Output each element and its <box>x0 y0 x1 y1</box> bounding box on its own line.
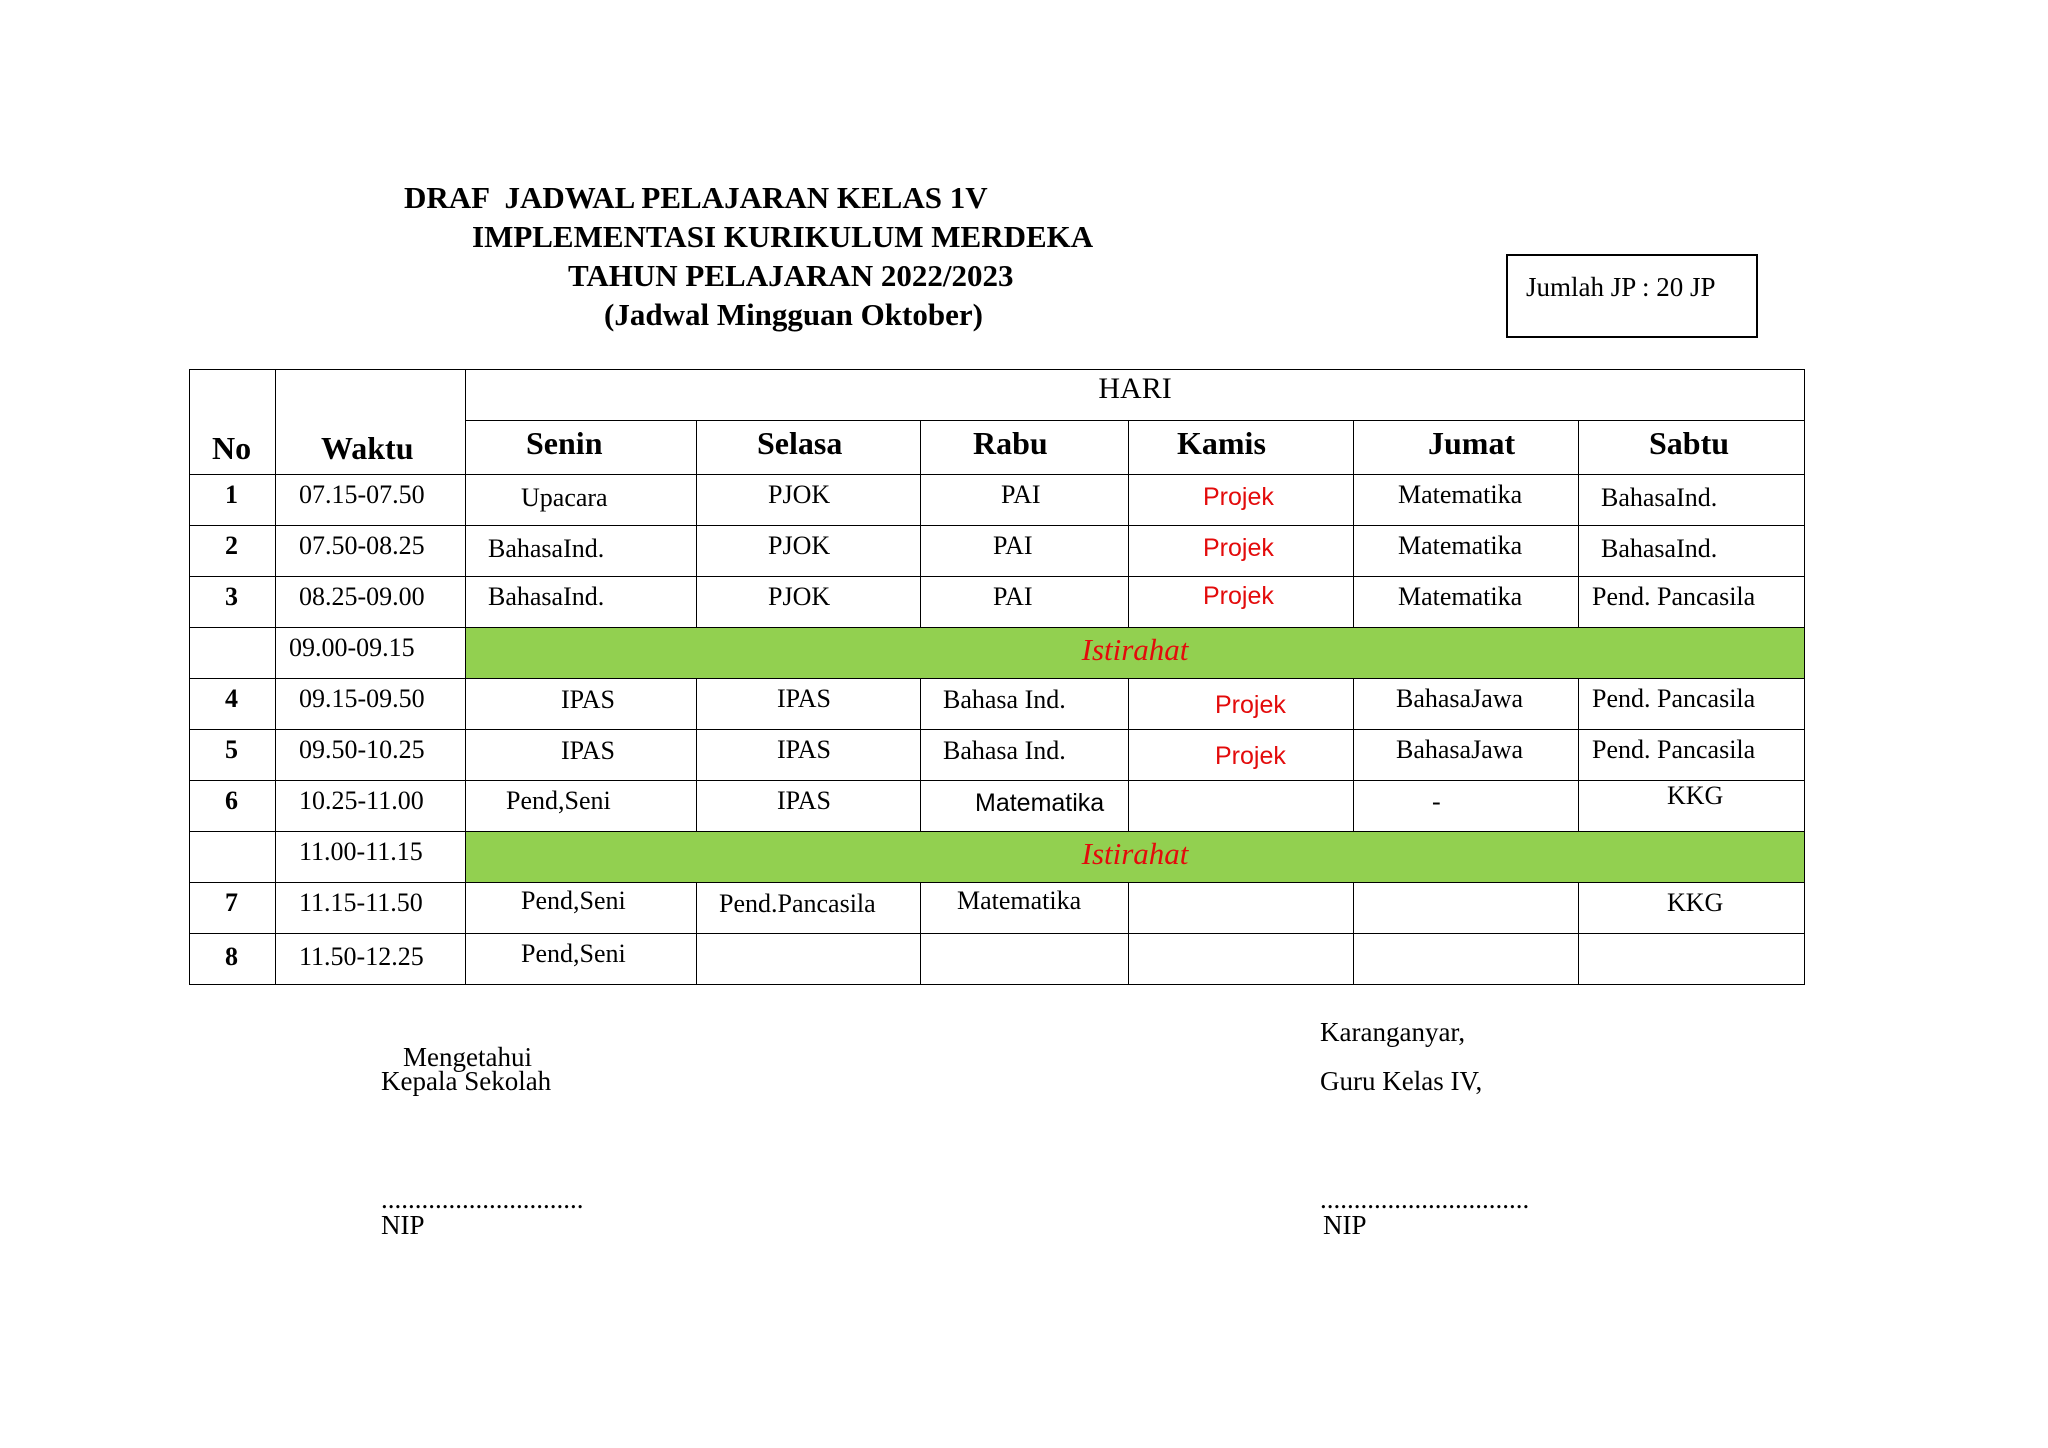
cell-text: Pend,Seni <box>521 886 626 915</box>
row-no <box>190 883 276 934</box>
header-waktu-cell <box>276 370 466 475</box>
row-no <box>190 577 276 628</box>
cell <box>1354 934 1579 985</box>
row-waktu-text: 11.50-12.25 <box>299 942 424 971</box>
cell-text: IPAS <box>777 786 831 815</box>
header-hari: HARI <box>1098 372 1172 405</box>
row-no-text: 4 <box>225 684 238 713</box>
sig-right-line1: Karanganyar, <box>1320 1017 1466 1047</box>
row-no-text: 1 <box>225 480 238 509</box>
cell <box>466 577 697 628</box>
header-day-kamis: Kamis <box>1177 425 1266 462</box>
header-day-cell <box>466 421 697 475</box>
cell <box>697 781 921 832</box>
row-no <box>190 730 276 781</box>
cell-text: PJOK <box>768 480 831 509</box>
cell <box>1579 883 1805 934</box>
cell <box>1579 577 1805 628</box>
cell-text: BahasaInd. <box>488 534 605 563</box>
table-row <box>190 781 1805 832</box>
cell <box>466 730 697 781</box>
row-waktu <box>276 934 466 985</box>
cell-text: PJOK <box>768 582 831 611</box>
sig-right-line2: Guru Kelas IV, <box>1320 1066 1483 1096</box>
title-line-2: IMPLEMENTASI KURIKULUM MERDEKA <box>472 219 1094 254</box>
table-row <box>190 934 1805 985</box>
row-waktu-text: 10.25-11.00 <box>299 786 424 815</box>
cell <box>697 679 921 730</box>
table-row <box>190 475 1805 526</box>
header-day-cell <box>921 421 1129 475</box>
cell <box>1579 526 1805 577</box>
cell <box>466 679 697 730</box>
row-waktu <box>276 628 466 679</box>
cell-text: BahasaJawa <box>1396 684 1524 713</box>
cell <box>921 883 1129 934</box>
cell <box>1354 679 1579 730</box>
cell-text: Bahasa Ind. <box>943 736 1066 765</box>
jumlah-jp-text: Jumlah JP : 20 JP <box>1526 272 1716 302</box>
row-no <box>190 475 276 526</box>
row-no <box>190 679 276 730</box>
cell-text: Matematika <box>1398 531 1523 560</box>
cell-text: - <box>1432 787 1441 816</box>
cell <box>1354 577 1579 628</box>
break-label: Istirahat <box>1081 836 1189 871</box>
cell <box>697 883 921 934</box>
cell-text: Matematika <box>957 886 1082 915</box>
row-no <box>190 526 276 577</box>
table-row <box>190 577 1805 628</box>
cell-text: IPAS <box>777 684 831 713</box>
cell-text-projek: Projek <box>1203 534 1274 562</box>
cell <box>697 730 921 781</box>
cell <box>1129 526 1354 577</box>
cell <box>1129 577 1354 628</box>
table-row <box>190 526 1805 577</box>
row-waktu <box>276 883 466 934</box>
cell-text: Pend. Pancasila <box>1592 684 1756 713</box>
cell-text-projek: Projek <box>1203 483 1274 511</box>
sig-left-line2: Kepala Sekolah <box>381 1066 552 1096</box>
cell <box>1354 526 1579 577</box>
cell <box>1579 781 1805 832</box>
cell-text: PJOK <box>768 531 831 560</box>
cell-text-projek: Projek <box>1203 582 1274 610</box>
sig-right-dots: ............................... <box>1320 1184 1530 1214</box>
cell <box>466 475 697 526</box>
cell-text: PAI <box>993 582 1033 611</box>
row-waktu <box>276 781 466 832</box>
header-day-jumat: Jumat <box>1428 425 1516 462</box>
cell <box>1129 730 1354 781</box>
cell-text: BahasaInd. <box>1601 534 1718 563</box>
cell <box>1354 883 1579 934</box>
cell <box>1579 730 1805 781</box>
cell <box>1579 475 1805 526</box>
row-waktu-text: 09.15-09.50 <box>299 684 425 713</box>
row-no <box>190 934 276 985</box>
row-no <box>190 628 276 679</box>
cell <box>697 934 921 985</box>
row-no-text: 2 <box>225 531 238 560</box>
break-row <box>190 628 1805 679</box>
cell-text: PAI <box>993 531 1033 560</box>
row-waktu <box>276 526 466 577</box>
cell-text: PAI <box>1001 480 1041 509</box>
schedule-table <box>189 369 1805 985</box>
header-day-cell <box>1354 421 1579 475</box>
break-cell <box>466 832 1805 883</box>
row-no <box>190 832 276 883</box>
sig-left-nip: NIP <box>381 1210 425 1240</box>
cell <box>1354 730 1579 781</box>
header-day-senin: Senin <box>526 425 603 462</box>
break-row <box>190 832 1805 883</box>
cell-text-projek: Projek <box>1215 742 1286 770</box>
cell <box>1129 883 1354 934</box>
sig-right-nip: NIP <box>1323 1210 1367 1240</box>
row-waktu <box>276 730 466 781</box>
cell-text: Matematika <box>975 789 1105 817</box>
row-waktu-text: 11.15-11.50 <box>299 888 423 917</box>
row-waktu-text: 09.00-09.15 <box>289 633 415 662</box>
row-waktu-text: 09.50-10.25 <box>299 735 425 764</box>
cell <box>697 475 921 526</box>
row-waktu-text: 07.15-07.50 <box>299 480 425 509</box>
cell-text: Pend.Pancasila <box>719 889 876 918</box>
break-cell <box>466 628 1805 679</box>
header-day-cell <box>1579 421 1805 475</box>
cell-text: Pend. Pancasila <box>1592 582 1756 611</box>
row-no-text: 8 <box>225 942 238 971</box>
jumlah-jp-box <box>1506 254 1758 338</box>
row-waktu <box>276 832 466 883</box>
cell-text: IPAS <box>777 735 831 764</box>
title-line-3: TAHUN PELAJARAN 2022/2023 <box>568 258 1014 293</box>
cell-text: KKG <box>1667 888 1724 917</box>
cell <box>1129 934 1354 985</box>
cell <box>921 730 1129 781</box>
cell-text: Upacara <box>521 483 608 512</box>
row-no-text: 5 <box>225 735 238 764</box>
cell <box>921 475 1129 526</box>
cell <box>1354 475 1579 526</box>
row-waktu-text: 11.00-11.15 <box>299 837 423 866</box>
cell <box>921 934 1129 985</box>
cell <box>697 577 921 628</box>
cell-text: Pend. Pancasila <box>1592 735 1756 764</box>
cell-text: KKG <box>1667 781 1724 810</box>
row-no-text: 7 <box>225 888 238 917</box>
row-waktu <box>276 577 466 628</box>
cell-text: BahasaInd. <box>1601 483 1718 512</box>
header-no: No <box>212 430 252 466</box>
cell-text: Pend,Seni <box>506 786 611 815</box>
header-waktu: Waktu <box>321 430 414 466</box>
header-day-cell <box>697 421 921 475</box>
cell <box>921 679 1129 730</box>
row-waktu-text: 08.25-09.00 <box>299 582 425 611</box>
row-waktu-text: 07.50-08.25 <box>299 531 425 560</box>
row-waktu <box>276 475 466 526</box>
header-no-cell <box>190 370 276 475</box>
cell-text: Bahasa Ind. <box>943 685 1066 714</box>
cell-text: IPAS <box>561 736 615 765</box>
row-waktu <box>276 679 466 730</box>
cell <box>1579 934 1805 985</box>
header-day-sabtu: Sabtu <box>1649 425 1730 462</box>
header-hari-cell <box>466 370 1805 421</box>
cell-text: Matematika <box>1398 582 1523 611</box>
table-row <box>190 883 1805 934</box>
cell <box>1129 781 1354 832</box>
cell-text: IPAS <box>561 685 615 714</box>
title-line-4: (Jadwal Mingguan Oktober) <box>604 297 983 332</box>
cell <box>921 526 1129 577</box>
cell <box>1354 781 1579 832</box>
cell-text: Pend,Seni <box>521 939 626 968</box>
cell-text: Matematika <box>1398 480 1523 509</box>
cell <box>921 781 1129 832</box>
cell <box>921 577 1129 628</box>
cell <box>697 526 921 577</box>
cell <box>1129 679 1354 730</box>
cell <box>1579 679 1805 730</box>
title-line-1: DRAF JADWAL PELAJARAN KELAS 1V <box>404 180 988 215</box>
header-day-cell <box>1129 421 1354 475</box>
header-day-selasa: Selasa <box>757 425 843 462</box>
row-no-text: 3 <box>225 582 238 611</box>
table-row <box>190 679 1805 730</box>
cell-text: BahasaInd. <box>488 582 605 611</box>
break-label: Istirahat <box>1081 632 1189 667</box>
cell <box>1129 475 1354 526</box>
cell-text-projek: Projek <box>1215 691 1286 719</box>
cell <box>466 934 697 985</box>
cell <box>466 781 697 832</box>
table-row <box>190 730 1805 781</box>
cell <box>466 526 697 577</box>
header-day-rabu: Rabu <box>973 425 1048 462</box>
cell <box>466 883 697 934</box>
cell-text: BahasaJawa <box>1396 735 1524 764</box>
row-no <box>190 781 276 832</box>
sig-left-line1: Mengetahui <box>403 1042 532 1072</box>
row-no-text: 6 <box>225 786 238 815</box>
header-row-1 <box>190 370 1805 421</box>
sig-left-dots: .............................. <box>381 1184 584 1214</box>
